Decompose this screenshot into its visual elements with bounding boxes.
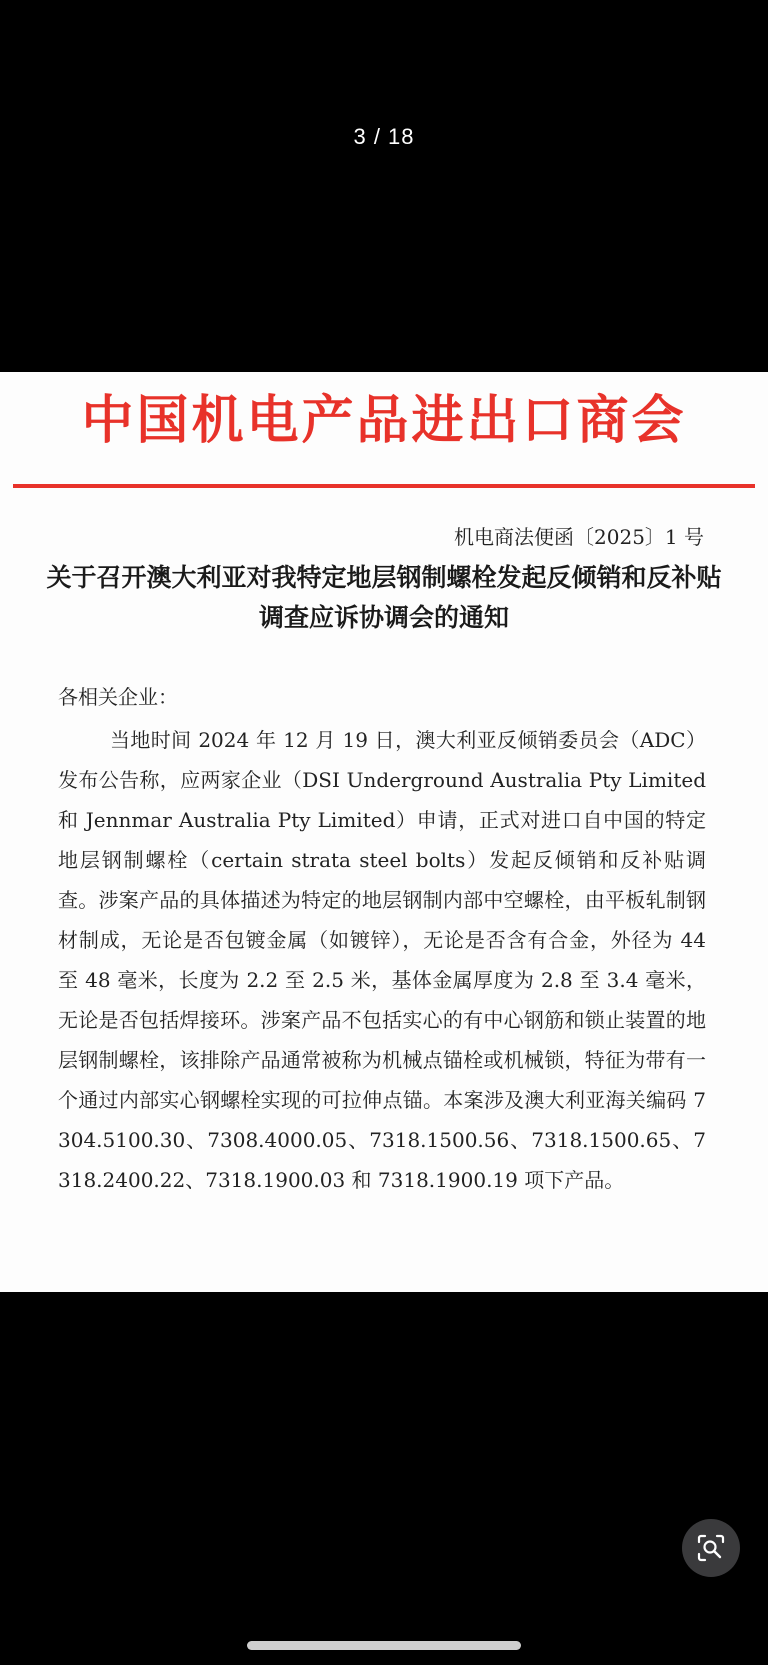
visual-lookup-icon: [696, 1533, 726, 1563]
document-title: 关于召开澳大利亚对我特定地层钢制螺栓发起反倾销和反补贴调查应诉协调会的通知: [46, 563, 722, 632]
salutation: 各相关企业：: [58, 685, 178, 709]
visual-lookup-button[interactable]: [682, 1519, 740, 1577]
letterhead-title: 中国机电产品进出口商会: [81, 390, 687, 451]
document-page-image[interactable]: [0, 372, 768, 1292]
home-indicator[interactable]: [247, 1641, 521, 1650]
letterhead-divider: [13, 484, 755, 488]
document-number: 机电商法便函〔2025〕1 号: [454, 525, 704, 549]
page-counter: 3 / 18: [353, 124, 415, 149]
body-paragraph: 当地时间 2024 年 12 月 19 日，澳大利亚反倾销委员会（ADC）发布公告称，应两家企业（DSI Underground Australia Pty Limited 和 Jennmar Australia Pty Limited）申请，正式对进口自中国的特定地层钢制螺栓（certain strata steel bolts）发起反倾销和反补贴调查。涉案产品的具体描述为特定的地层钢制内部中空螺栓，由平板轧制钢材制成，无论是否包镀金属（如镀锌），无论是否含有合金，外径为 44 至 48 毫米，长度为 2.2 至 2.5 米，基体金属厚度为 2.8 至 3.4 毫米，无论是否包括焊接环。涉案产品不包括实心的有中心钢筋和锁止装置的地层钢制螺栓，该排除产品通常被称为机械点锚栓或机械锁，特征为带有一个通过内部实心钢螺栓实现的可拉伸点锚。本案涉及澳大利亚海关编码 7304.5100.30、7308.4000.05、7318.1500.56、7318.1500.65、7318.2400.22、7318.1900.03 和 7318.1900.19 项下产品。: [58, 728, 706, 1192]
